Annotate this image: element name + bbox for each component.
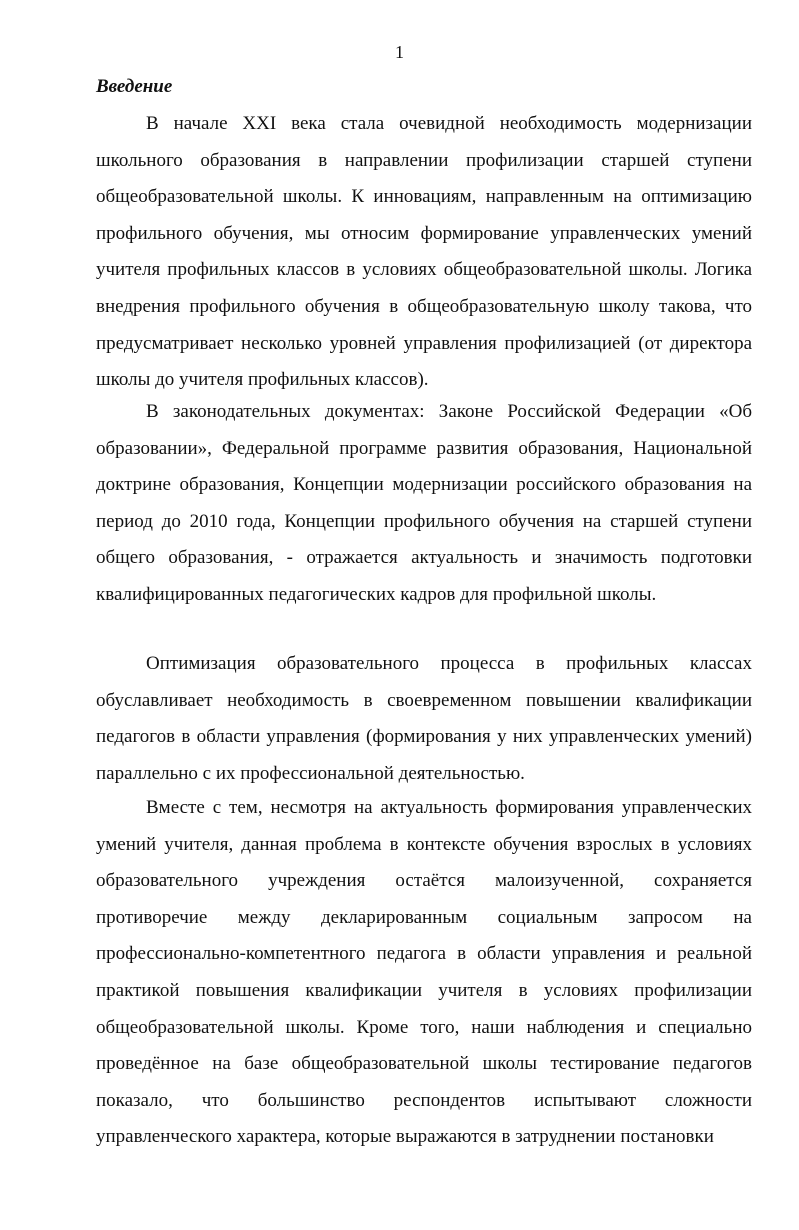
paragraph-4: Вместе с тем, несмотря на актуальность формирования управленческих умений учителя, данная проблема в контексте обучения взрослых в условиях образовательного учреждения остаётся малоизученной, сохраняется противоречие между декларированным социальным запросом на профессионально-компетентного педагога в области управления и реальной практикой повышения квалификации учителя в условиях профилизации общеобразовательной школы. Кроме того, наши наблюдения и специально проведённое на базе общеобразовательной школы тестирование педагогов показало, что большинство респондентов испытывают сложности управленческого характера, которые выражаются в затруднении постановки	[96, 797, 752, 1148]
section-heading: Введение	[96, 76, 173, 97]
page-number: 1	[395, 42, 404, 62]
paragraph-2: В законодательных документах: Законе Российской Федерации «Об образовании», Федеральной программе развития образования, Национальной доктрине образования, Концепции модернизации российского образования на период до 2010 года, Концепции профильного обучения на старшей ступени общего образования, - отражается актуальность и значимость подготовки квалифицированных педагогических кадров для профильной школы.	[96, 401, 752, 605]
paragraph-1: В начале XXI века стала очевидной необходимость модернизации школьного образования в направлении профилизации старшей ступени общеобразовательной школы. К инновациям, направленным на оптимизацию профильного обучения, мы относим формирование управленческих умений учителя профильных классов в условиях общеобразовательной школы. Логика внедрения профильного обучения в общеобразовательную школу такова, что предусматривает несколько уровней управления профилизацией (от директора школы до учителя профильных классов).	[96, 113, 752, 391]
paragraph-3: Оптимизация образовательного процесса в профильных классах обуславливает необходимость в своевременном повышении квалификации педагогов в области управления (формирования у них управленческих умений) параллельно с их профессиональной деятельностью.	[96, 653, 752, 784]
